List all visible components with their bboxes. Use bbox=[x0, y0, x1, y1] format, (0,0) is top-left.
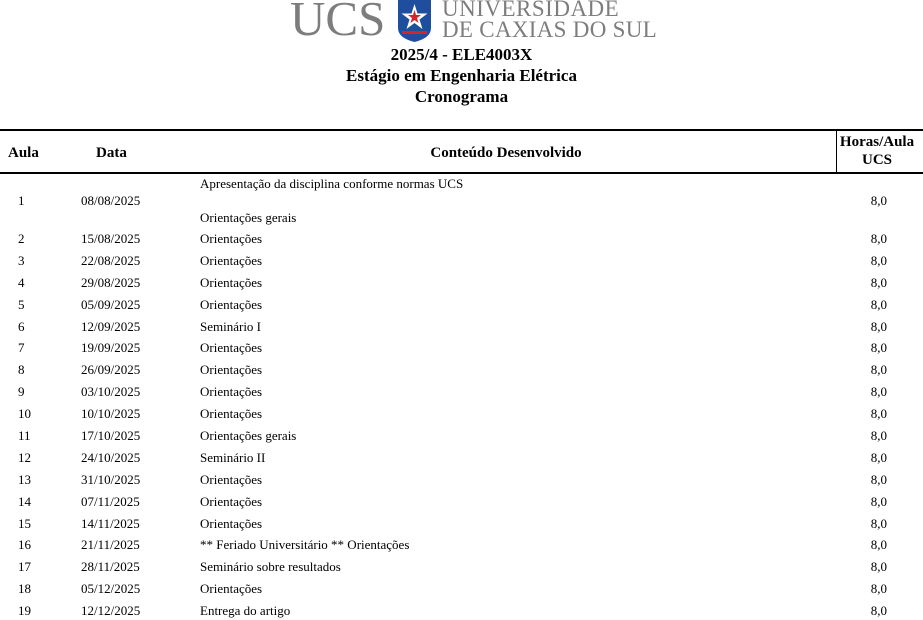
cell-aula: 5 bbox=[18, 296, 25, 312]
cell-horas: 8,0 bbox=[870, 296, 887, 312]
cell-data: 05/09/2025 bbox=[81, 296, 141, 312]
cell-aula: 2 bbox=[18, 231, 25, 246]
logo-acronym: UCS bbox=[290, 0, 386, 46]
cell-data: 24/10/2025 bbox=[81, 449, 141, 465]
table-row bbox=[0, 272, 923, 294]
cell-conteudo: Seminário I bbox=[200, 318, 262, 334]
table-row bbox=[0, 294, 923, 316]
table-row bbox=[0, 316, 923, 338]
cell-data: 21/11/2025 bbox=[81, 537, 140, 553]
cell-horas: 8,0 bbox=[870, 193, 887, 208]
cell-aula: 18 bbox=[18, 581, 31, 597]
table-row bbox=[0, 403, 923, 425]
cell-aula: 12 bbox=[18, 449, 31, 465]
cell-horas: 8,0 bbox=[870, 428, 887, 444]
table-header bbox=[0, 129, 923, 174]
header-conteudo: Conteúdo Desenvolvido bbox=[430, 145, 582, 161]
cell-data: 22/08/2025 bbox=[81, 252, 141, 268]
cell-aula: 3 bbox=[18, 252, 25, 268]
cell-aula: 17 bbox=[18, 559, 31, 575]
table-row bbox=[0, 174, 923, 228]
header-horas bbox=[835, 133, 919, 169]
table-row bbox=[0, 578, 923, 600]
header-horas-line1: Horas/Aula bbox=[839, 134, 915, 150]
cell-conteudo-line2: Orientações gerais bbox=[200, 210, 297, 225]
cell-conteudo: Orientações bbox=[200, 252, 263, 268]
cell-aula: 11 bbox=[18, 428, 31, 444]
table-row bbox=[0, 600, 923, 620]
cell-conteudo: Seminário sobre resultados bbox=[200, 559, 341, 575]
cell-conteudo: Orientações bbox=[200, 274, 263, 290]
cell-data: 07/11/2025 bbox=[81, 493, 140, 509]
table-row bbox=[0, 534, 923, 556]
cell-horas: 8,0 bbox=[870, 449, 887, 465]
cell-data: 15/08/2025 bbox=[81, 231, 141, 246]
cell-conteudo: Orientações gerais bbox=[200, 428, 297, 444]
cell-aula: 14 bbox=[18, 493, 31, 509]
cell-conteudo: Orientações bbox=[200, 471, 263, 487]
cell-aula: 8 bbox=[18, 362, 25, 378]
cell-data: 14/11/2025 bbox=[81, 515, 140, 531]
cell-aula: 15 bbox=[18, 515, 31, 531]
logo-name-line2: DE CAXIAS DO SUL bbox=[442, 17, 658, 42]
cell-horas: 8,0 bbox=[870, 406, 887, 422]
cell-horas: 8,0 bbox=[870, 493, 887, 509]
course-name-title: Estágio em Engenharia Elétrica bbox=[346, 66, 577, 85]
cell-conteudo: Orientações bbox=[200, 362, 263, 378]
table-row bbox=[0, 381, 923, 403]
table-row bbox=[0, 556, 923, 578]
cell-aula: 10 bbox=[18, 406, 31, 422]
star-seal-icon bbox=[398, 0, 431, 42]
cell-data: 31/10/2025 bbox=[81, 471, 141, 487]
cell-aula: 9 bbox=[18, 384, 25, 400]
cell-horas: 8,0 bbox=[870, 340, 887, 356]
cell-horas: 8,0 bbox=[870, 603, 887, 619]
cell-horas: 8,0 bbox=[870, 274, 887, 290]
cell-conteudo: Orientações bbox=[200, 296, 263, 312]
cell-data: 19/09/2025 bbox=[81, 340, 141, 356]
table-row bbox=[0, 359, 923, 381]
header-horas-line2: UCS bbox=[861, 152, 892, 168]
cell-data: 17/10/2025 bbox=[81, 428, 141, 444]
header-data: Data bbox=[96, 145, 127, 161]
cell-data: 03/10/2025 bbox=[81, 384, 141, 400]
cell-aula: 1 bbox=[18, 193, 25, 208]
cell-horas: 8,0 bbox=[870, 231, 887, 246]
section-title: Cronograma bbox=[414, 87, 509, 106]
cell-aula: 7 bbox=[18, 340, 25, 356]
cell-conteudo: ** Feriado Universitário ** Orientações bbox=[200, 537, 410, 553]
header-aula: Aula bbox=[8, 145, 39, 161]
cell-horas: 8,0 bbox=[870, 581, 887, 597]
cell-horas: 8,0 bbox=[870, 559, 887, 575]
cell-horas: 8,0 bbox=[870, 384, 887, 400]
cell-horas: 8,0 bbox=[870, 252, 887, 268]
table-row bbox=[0, 337, 923, 359]
cell-data: 12/09/2025 bbox=[81, 318, 141, 334]
cell-aula: 13 bbox=[18, 471, 31, 487]
course-code-title: 2025/4 - ELE4003X bbox=[390, 45, 533, 64]
table-row bbox=[0, 425, 923, 447]
cell-horas: 8,0 bbox=[870, 537, 887, 553]
cell-conteudo: Orientações bbox=[200, 340, 263, 356]
cell-data: 05/12/2025 bbox=[81, 581, 141, 597]
logo-name-line1: UNIVERSIDADE bbox=[442, 0, 620, 21]
cell-horas: 8,0 bbox=[870, 471, 887, 487]
cell-conteudo: Entrega do artigo bbox=[200, 603, 291, 619]
cell-conteudo: Orientações bbox=[200, 581, 263, 597]
table-row bbox=[0, 513, 923, 535]
cell-data: 12/12/2025 bbox=[81, 603, 141, 619]
cell-conteudo: Seminário II bbox=[200, 449, 266, 465]
cell-conteudo: Orientações bbox=[200, 384, 263, 400]
ucs-logo bbox=[290, 0, 658, 46]
cell-conteudo-line1: Apresentação da disciplina conforme normas UCS bbox=[200, 176, 464, 191]
cell-data: 29/08/2025 bbox=[81, 274, 141, 290]
table-row bbox=[0, 447, 923, 469]
cell-aula: 6 bbox=[18, 318, 25, 334]
table-row bbox=[0, 250, 923, 272]
cell-data: 08/08/2025 bbox=[81, 193, 141, 208]
schedule-table-body bbox=[0, 174, 923, 620]
cell-conteudo: Orientações bbox=[200, 406, 263, 422]
table-row bbox=[0, 228, 923, 250]
cell-horas: 8,0 bbox=[870, 515, 887, 531]
cell-conteudo: Orientações bbox=[200, 515, 263, 531]
cell-data: 26/09/2025 bbox=[81, 362, 141, 378]
cell-aula: 4 bbox=[18, 274, 25, 290]
table-row bbox=[0, 491, 923, 513]
table-row bbox=[0, 469, 923, 491]
cell-horas: 8,0 bbox=[870, 318, 887, 334]
cell-aula: 19 bbox=[18, 603, 31, 619]
cell-data: 28/11/2025 bbox=[81, 559, 140, 575]
cell-conteudo: Orientações bbox=[200, 493, 263, 509]
cell-horas: 8,0 bbox=[870, 362, 887, 378]
cell-aula: 16 bbox=[18, 537, 31, 553]
cell-conteudo: Orientações bbox=[200, 231, 263, 246]
cell-data: 10/10/2025 bbox=[81, 406, 141, 422]
